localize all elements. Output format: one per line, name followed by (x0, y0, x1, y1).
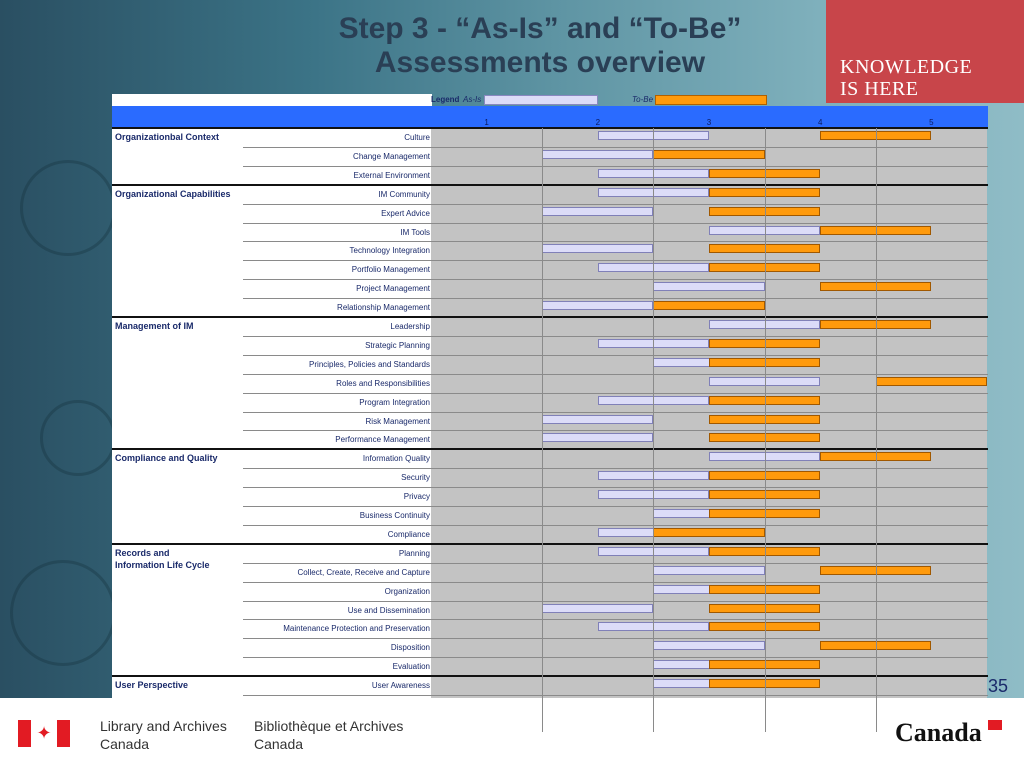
section-divider (112, 448, 988, 450)
row-label: Performance Management (335, 435, 430, 445)
canada-flag-icon: ✦ (18, 720, 70, 747)
section-column (112, 128, 243, 732)
tobe-bar (653, 150, 764, 159)
grid-line (876, 128, 877, 732)
grid-line (765, 128, 766, 732)
row-label: Roles and Responsibilities (336, 378, 430, 388)
legend-label: Legend (431, 95, 460, 104)
asis-bar (542, 150, 653, 159)
section-title: Organizationbal Context (115, 132, 220, 142)
row-label: Program Integration (359, 397, 430, 407)
page-number: 35 (988, 676, 1009, 696)
row-label: IM Tools (400, 227, 430, 237)
row-label: Evaluation (392, 662, 430, 672)
grid-line (542, 128, 543, 732)
legend-asis-swatch (484, 95, 598, 105)
row-label: Maintenance Protection and Preservation (283, 624, 430, 634)
scale-header (112, 106, 988, 128)
slide-title (230, 12, 850, 80)
scale-tick-3: 3 (706, 118, 712, 127)
asis-bar (542, 207, 653, 216)
section-divider (112, 316, 988, 318)
row-label: Compliance (387, 529, 430, 539)
section-divider (112, 184, 988, 186)
legend-tobe-swatch (655, 95, 767, 105)
section-title: User Perspective (115, 680, 189, 691)
footer-fr-line2: Canada (254, 736, 304, 752)
row-label: Security (401, 473, 430, 483)
decor-circle (20, 160, 116, 256)
decor-circle (10, 560, 116, 666)
row-label: Organization (384, 586, 430, 596)
brand-line-2: IS HERE (840, 78, 919, 100)
scale-tick-1: 1 (484, 118, 489, 127)
footer-en-line1: Library and Archives (100, 718, 227, 734)
row-label: Technology Integration (349, 246, 430, 256)
asis-bar (542, 604, 653, 613)
legend-tobe-label: To-Be (632, 95, 654, 104)
asis-bar (653, 641, 764, 650)
section-title: Records and Information Life Cycle (115, 547, 210, 570)
tobe-bar (653, 301, 764, 310)
row-label: Relationship Management (337, 303, 430, 313)
asis-bar (542, 433, 653, 442)
section-divider (112, 675, 988, 677)
footer-fr-line1: Bibliothèque et Archives (254, 718, 404, 734)
section-title: Management of IM (115, 321, 194, 331)
title-line-2: Assessments overview (374, 46, 706, 79)
row-label: IM Community (378, 189, 430, 199)
row-label: Portfolio Management (351, 265, 430, 275)
legend-asis-label: As-Is (463, 95, 482, 104)
row-label: Principles, Policies and Standards (309, 359, 430, 369)
decor-circle (40, 400, 116, 476)
row-label: Planning (398, 548, 430, 558)
title-line-1: Step 3 - “As-Is” and “To-Be” (338, 12, 742, 45)
row-label: Project Management (356, 284, 430, 294)
row-label: Use and Dissemination (347, 605, 430, 615)
row-label: Collect, Create, Receive and Capture (297, 567, 430, 577)
row-label: External Environment (353, 170, 430, 180)
row-label: Strategic Planning (365, 340, 430, 350)
section-divider (112, 543, 988, 545)
tobe-bar (653, 528, 764, 537)
row-label: Risk Management (365, 416, 430, 426)
row-label: Disposition (390, 643, 430, 653)
canada-wordmark: Canada (895, 718, 982, 747)
asis-bar (542, 244, 653, 253)
section-title: Compliance and Quality (115, 453, 218, 464)
scale-tick-2: 2 (595, 118, 601, 127)
row-label: Information Quality (362, 454, 430, 464)
tobe-bar (876, 377, 987, 386)
grid-line (653, 128, 654, 732)
asis-bar (653, 566, 764, 575)
section-divider (112, 127, 988, 129)
row-label: Expert Advice (381, 208, 430, 218)
asis-bar (653, 282, 764, 291)
scale-tick-5: 5 (929, 118, 934, 127)
wordmark-flag-icon (988, 720, 1002, 730)
section-title: Organizational Capabilities (115, 188, 231, 199)
scale-tick-4: 4 (817, 118, 823, 127)
asis-bar (542, 415, 653, 424)
row-label: Change Management (353, 151, 430, 161)
legend-bar (112, 94, 432, 106)
row-label: Privacy (403, 492, 430, 502)
footer-en-line2: Canada (100, 736, 150, 752)
brand-line-1: KNOWLEDGE (840, 56, 973, 78)
row-label: User Awareness (371, 681, 430, 691)
asis-bar (542, 301, 653, 310)
brand-banner (826, 0, 1024, 103)
row-label: Leadership (390, 322, 430, 331)
row-label: Business Continuity (359, 511, 430, 520)
row-label: Culture (404, 133, 430, 142)
